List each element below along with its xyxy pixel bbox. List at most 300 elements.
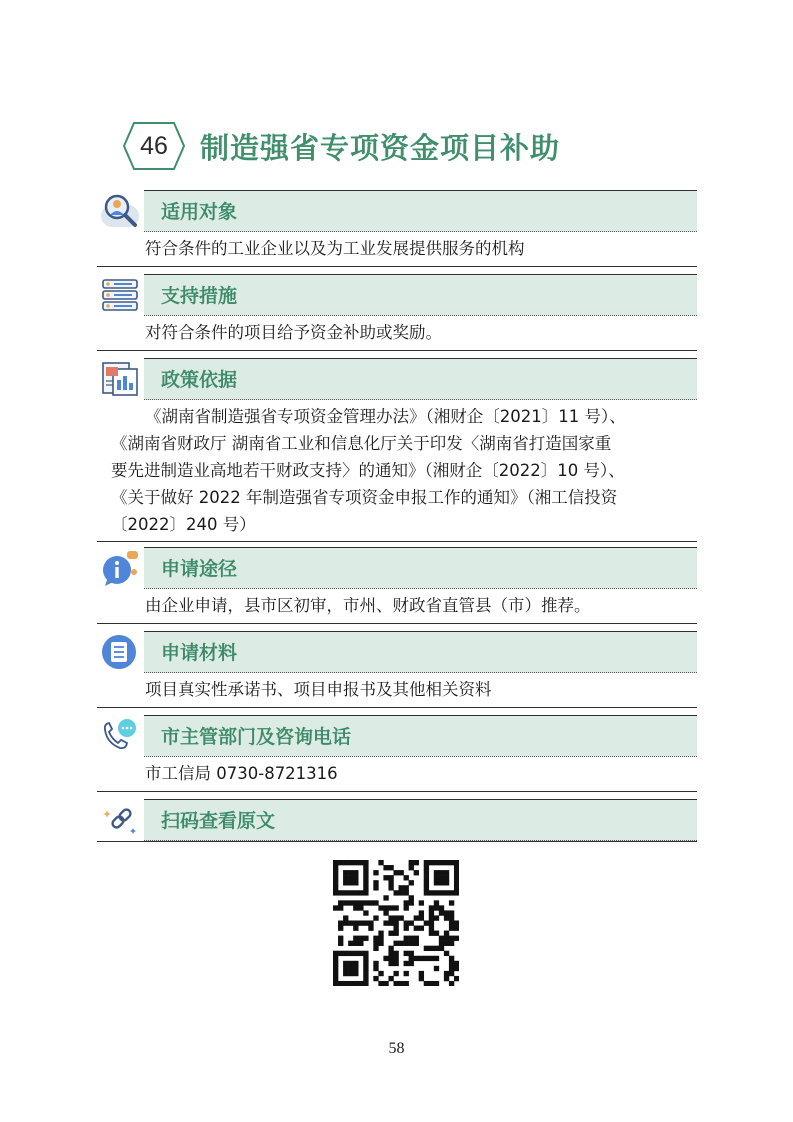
- qr-module: [439, 875, 444, 880]
- qr-module: [454, 976, 459, 981]
- qr-module: [363, 880, 368, 885]
- qr-module: [409, 860, 414, 865]
- section-header-policy: [97, 358, 697, 400]
- qr-module: [393, 915, 398, 920]
- qr-module: [353, 905, 358, 910]
- qr-module: [353, 971, 358, 976]
- qr-module: [383, 910, 388, 915]
- qr-module: [454, 966, 459, 971]
- qr-module: [363, 936, 368, 941]
- qr-module: [378, 981, 383, 986]
- qr-module: [343, 880, 348, 885]
- qr-module: [429, 915, 434, 920]
- qr-module: [409, 920, 414, 925]
- qr-module: [393, 931, 398, 936]
- qr-module: [424, 870, 429, 875]
- qr-module: [434, 946, 439, 951]
- section-body-materials: [97, 673, 697, 708]
- qr-module: [353, 900, 358, 905]
- qr-module: [414, 870, 419, 875]
- document-chart-icon: [99, 359, 141, 399]
- qr-module: [414, 915, 419, 920]
- qr-module: [424, 981, 429, 986]
- qr-module: [383, 865, 388, 870]
- section-body-target: [97, 232, 697, 267]
- qr-module: [444, 976, 449, 981]
- qr-module: [333, 966, 338, 971]
- qr-module: [393, 971, 398, 976]
- qr-module: [363, 956, 368, 961]
- qr-module: [409, 865, 414, 870]
- qr-module: [449, 981, 454, 986]
- qr-module: [348, 900, 353, 905]
- qr-module: [353, 880, 358, 885]
- qr-module: [404, 981, 409, 986]
- qr-module: [454, 885, 459, 890]
- qr-module: [358, 900, 363, 905]
- qr-module: [419, 971, 424, 976]
- qr-module: [404, 885, 409, 890]
- qr-module: [444, 875, 449, 880]
- qr-module: [399, 885, 404, 890]
- qr-module: [378, 905, 383, 910]
- qr-module: [373, 961, 378, 966]
- qr-module: [424, 890, 429, 895]
- qr-module: [358, 860, 363, 865]
- qr-module: [439, 941, 444, 946]
- qr-module: [404, 875, 409, 880]
- qr-module: [449, 961, 454, 966]
- qr-module: [409, 880, 414, 885]
- qr-module: [434, 956, 439, 961]
- section-header-route: [97, 547, 697, 589]
- qr-module: [393, 870, 398, 875]
- section-header-scan: [97, 799, 697, 841]
- qr-module: [414, 860, 419, 865]
- qr-module: [348, 961, 353, 966]
- qr-module: [343, 971, 348, 976]
- qr-module: [363, 976, 368, 981]
- qr-module: [363, 875, 368, 880]
- qr-module: [429, 890, 434, 895]
- qr-module: [363, 966, 368, 971]
- qr-module: [399, 870, 404, 875]
- page-number: 58: [388, 1040, 405, 1057]
- qr-module: [373, 966, 378, 971]
- qr-module: [439, 860, 444, 865]
- qr-module: [444, 880, 449, 885]
- qr-module: [358, 951, 363, 956]
- qr-module: [409, 941, 414, 946]
- qr-module: [449, 956, 454, 961]
- section-body-policy: [97, 400, 697, 542]
- qr-module: [454, 860, 459, 865]
- qr-module: [399, 890, 404, 895]
- qr-module: [373, 900, 378, 905]
- qr-module: [348, 890, 353, 895]
- qr-module: [424, 865, 429, 870]
- qr-module: [454, 936, 459, 941]
- qr-module: [368, 900, 373, 905]
- qr-module: [454, 870, 459, 875]
- section-heading: 支持措施: [161, 285, 238, 307]
- qr-module: [434, 905, 439, 910]
- qr-module: [409, 936, 414, 941]
- qr-module: [348, 971, 353, 976]
- link-chain-icon: [99, 800, 141, 840]
- qr-module: [444, 870, 449, 875]
- qr-module: [378, 971, 383, 976]
- qr-module: [444, 971, 449, 976]
- qr-module: [424, 956, 429, 961]
- qr-module: [439, 870, 444, 875]
- qr-module: [429, 860, 434, 865]
- qr-module: [449, 920, 454, 925]
- qr-module: [449, 860, 454, 865]
- qr-module: [363, 900, 368, 905]
- qr-module: [373, 915, 378, 920]
- qr-module: [449, 915, 454, 920]
- qr-module: [363, 920, 368, 925]
- qr-module: [363, 865, 368, 870]
- section-heading: 适用对象: [161, 201, 238, 223]
- qr-module: [353, 966, 358, 971]
- qr-module: [353, 875, 358, 880]
- section-text: 项目真实性承诺书、项目申报书及其他相关资料: [145, 680, 492, 699]
- qr-module: [404, 890, 409, 895]
- qr-module: [449, 941, 454, 946]
- section-header-materials: [97, 631, 697, 673]
- qr-module: [393, 981, 398, 986]
- qr-module: [429, 981, 434, 986]
- qr-module: [373, 880, 378, 885]
- qr-module: [353, 951, 358, 956]
- qr-module: [419, 976, 424, 981]
- qr-module: [378, 936, 383, 941]
- qr-module: [424, 875, 429, 880]
- title-text: 制造强省专项资金项目补助: [200, 130, 561, 165]
- qr-module: [424, 885, 429, 890]
- section-heading: 扫码查看原文: [161, 810, 276, 832]
- qr-module: [388, 905, 393, 910]
- qr-module: [434, 900, 439, 905]
- qr-module: [439, 946, 444, 951]
- info-speech-icon: [99, 548, 141, 588]
- qr-module: [378, 941, 383, 946]
- qr-module: [388, 931, 393, 936]
- qr-module: [409, 961, 414, 966]
- qr-module: [439, 910, 444, 915]
- section-text: 《湖南省财政厅 湖南省工业和信息化厅关于印发〈湖南省打造国家重: [111, 434, 612, 453]
- qr-module: [343, 961, 348, 966]
- qr-module: [419, 900, 424, 905]
- qr-module: [454, 875, 459, 880]
- qr-module: [343, 875, 348, 880]
- qr-module: [338, 951, 343, 956]
- qr-module: [404, 951, 409, 956]
- qr-module: [393, 956, 398, 961]
- qr-module: [388, 956, 393, 961]
- qr-module: [333, 951, 338, 956]
- qr-module: [424, 946, 429, 951]
- qr-module: [454, 961, 459, 966]
- qr-module: [353, 941, 358, 946]
- qr-module: [429, 905, 434, 910]
- qr-module: [419, 926, 424, 931]
- list-document-icon: [99, 632, 141, 672]
- qr-module: [333, 890, 338, 895]
- qr-module: [353, 926, 358, 931]
- qr-module: [388, 946, 393, 951]
- qr-module: [393, 890, 398, 895]
- qr-module: [439, 880, 444, 885]
- qr-module: [449, 966, 454, 971]
- qr-module: [429, 910, 434, 915]
- qr-module: [409, 956, 414, 961]
- qr-module: [343, 951, 348, 956]
- qr-module: [348, 920, 353, 925]
- qr-module: [343, 860, 348, 865]
- section-body-scan: [97, 841, 697, 842]
- section-text: 《关于做好 2022 年制造强省专项资金申报工作的通知》（湘工信投资: [111, 488, 618, 507]
- qr-module: [429, 931, 434, 936]
- qr-module: [383, 905, 388, 910]
- server-stack-icon: [99, 275, 141, 315]
- section-heading: 市主管部门及咨询电话: [161, 726, 352, 748]
- qr-module: [444, 915, 449, 920]
- qr-module: [353, 890, 358, 895]
- qr-module: [373, 936, 378, 941]
- section-header-target: [97, 190, 697, 232]
- qr-module: [444, 890, 449, 895]
- qr-module: [333, 981, 338, 986]
- section-body-support: [97, 316, 697, 351]
- qr-module: [343, 900, 348, 905]
- qr-code[interactable]: [333, 860, 459, 986]
- section-text: 市工信局 0730-8721316: [145, 764, 338, 783]
- qr-module: [414, 936, 419, 941]
- qr-module: [399, 941, 404, 946]
- qr-module: [419, 910, 424, 915]
- qr-module: [444, 951, 449, 956]
- qr-module: [338, 860, 343, 865]
- section-header-contact: [97, 715, 697, 757]
- magnifier-person-icon: [99, 191, 141, 231]
- qr-module: [404, 971, 409, 976]
- qr-module: [454, 890, 459, 895]
- qr-module: [393, 951, 398, 956]
- qr-module: [404, 926, 409, 931]
- qr-module: [429, 920, 434, 925]
- qr-module: [353, 961, 358, 966]
- qr-module: [363, 971, 368, 976]
- qr-module: [434, 870, 439, 875]
- qr-module: [429, 926, 434, 931]
- qr-module: [373, 941, 378, 946]
- qr-module: [444, 860, 449, 865]
- qr-module: [333, 971, 338, 976]
- qr-module: [399, 915, 404, 920]
- qr-module: [449, 936, 454, 941]
- qr-module: [393, 926, 398, 931]
- qr-module: [429, 946, 434, 951]
- qr-module: [414, 956, 419, 961]
- qr-module: [358, 890, 363, 895]
- qr-module: [338, 941, 343, 946]
- qr-module: [429, 956, 434, 961]
- qr-module: [454, 880, 459, 885]
- qr-module: [434, 931, 439, 936]
- section-text: 《湖南省制造强省专项资金管理办法》（湘财企〔2021〕11 号）、: [145, 407, 626, 426]
- qr-module: [434, 981, 439, 986]
- qr-module: [333, 870, 338, 875]
- qr-module: [388, 875, 393, 880]
- qr-module: [388, 885, 393, 890]
- section-text: 符合条件的工业企业以及为工业发展提供服务的机构: [145, 239, 525, 258]
- qr-module: [434, 875, 439, 880]
- qr-module: [348, 941, 353, 946]
- section-text: 〔2022〕240 号）: [111, 515, 256, 534]
- qr-module: [373, 946, 378, 951]
- section-heading: 申请材料: [161, 642, 238, 664]
- qr-module: [333, 875, 338, 880]
- qr-module: [388, 920, 393, 925]
- qr-module: [348, 870, 353, 875]
- qr-module: [383, 981, 388, 986]
- qr-module: [388, 865, 393, 870]
- qr-module: [454, 926, 459, 931]
- qr-module: [333, 860, 338, 865]
- qr-module: [419, 956, 424, 961]
- qr-module: [338, 981, 343, 986]
- qr-module: [353, 870, 358, 875]
- qr-module: [363, 870, 368, 875]
- section-text: 由企业申请，县市区初审，市州、财政省直管县（市）推荐。: [145, 596, 591, 615]
- qr-module: [449, 926, 454, 931]
- qr-module: [353, 860, 358, 865]
- qr-module: [419, 915, 424, 920]
- qr-module: [333, 961, 338, 966]
- qr-module: [338, 905, 343, 910]
- qr-module: [388, 961, 393, 966]
- qr-module: [363, 961, 368, 966]
- qr-module: [368, 926, 373, 931]
- qr-module: [388, 951, 393, 956]
- qr-module: [383, 895, 388, 900]
- page-title: [122, 120, 560, 172]
- qr-module: [434, 966, 439, 971]
- qr-module: [363, 951, 368, 956]
- qr-module: [424, 880, 429, 885]
- qr-module: [363, 981, 368, 986]
- qr-module: [393, 905, 398, 910]
- qr-module: [434, 890, 439, 895]
- qr-module: [358, 920, 363, 925]
- qr-module: [358, 941, 363, 946]
- hexagon-number-badge: [122, 121, 186, 171]
- qr-module: [333, 956, 338, 961]
- phone-chat-icon: [99, 716, 141, 756]
- qr-module: [383, 920, 388, 925]
- qr-module: [348, 875, 353, 880]
- qr-module: [348, 951, 353, 956]
- qr-module: [333, 976, 338, 981]
- qr-module: [449, 910, 454, 915]
- section-text: 对符合条件的项目给予资金补助或奖励。: [145, 323, 442, 342]
- qr-module: [454, 865, 459, 870]
- qr-module: [444, 910, 449, 915]
- qr-module: [363, 890, 368, 895]
- qr-module: [353, 981, 358, 986]
- qr-module: [363, 885, 368, 890]
- qr-module: [393, 961, 398, 966]
- qr-module: [449, 890, 454, 895]
- qr-module: [439, 936, 444, 941]
- qr-module: [333, 865, 338, 870]
- qr-module: [399, 981, 404, 986]
- qr-module: [343, 915, 348, 920]
- qr-module: [383, 875, 388, 880]
- qr-module: [343, 870, 348, 875]
- qr-module: [348, 880, 353, 885]
- qr-module: [439, 905, 444, 910]
- qr-module: [388, 880, 393, 885]
- qr-module: [353, 920, 358, 925]
- qr-module: [338, 926, 343, 931]
- qr-module: [338, 920, 343, 925]
- title-number: 46: [140, 132, 168, 160]
- qr-module: [404, 920, 409, 925]
- qr-module: [343, 890, 348, 895]
- qr-module: [353, 936, 358, 941]
- section-body-contact: [97, 757, 697, 792]
- qr-module: [363, 910, 368, 915]
- section-heading: 政策依据: [161, 369, 238, 391]
- qr-module: [343, 966, 348, 971]
- qr-module: [404, 961, 409, 966]
- qr-module: [333, 905, 338, 910]
- qr-module: [409, 900, 414, 905]
- qr-module: [404, 941, 409, 946]
- qr-module: [409, 895, 414, 900]
- qr-module: [414, 941, 419, 946]
- qr-module: [358, 905, 363, 910]
- qr-module: [393, 920, 398, 925]
- qr-module: [388, 976, 393, 981]
- qr-module: [444, 931, 449, 936]
- qr-module: [338, 900, 343, 905]
- section-header-support: [97, 274, 697, 316]
- qr-module: [333, 885, 338, 890]
- qr-module: [343, 981, 348, 986]
- section-heading: 申请途径: [161, 558, 238, 580]
- qr-module: [338, 936, 343, 941]
- qr-module: [414, 926, 419, 931]
- qr-module: [424, 860, 429, 865]
- qr-module: [404, 900, 409, 905]
- qr-module: [434, 915, 439, 920]
- qr-module: [444, 936, 449, 941]
- qr-module: [333, 880, 338, 885]
- qr-module: [434, 860, 439, 865]
- qr-module: [409, 951, 414, 956]
- qr-module: [404, 905, 409, 910]
- qr-module: [348, 860, 353, 865]
- qr-module: [383, 956, 388, 961]
- qr-module: [449, 900, 454, 905]
- qr-module: [373, 870, 378, 875]
- qr-module: [434, 880, 439, 885]
